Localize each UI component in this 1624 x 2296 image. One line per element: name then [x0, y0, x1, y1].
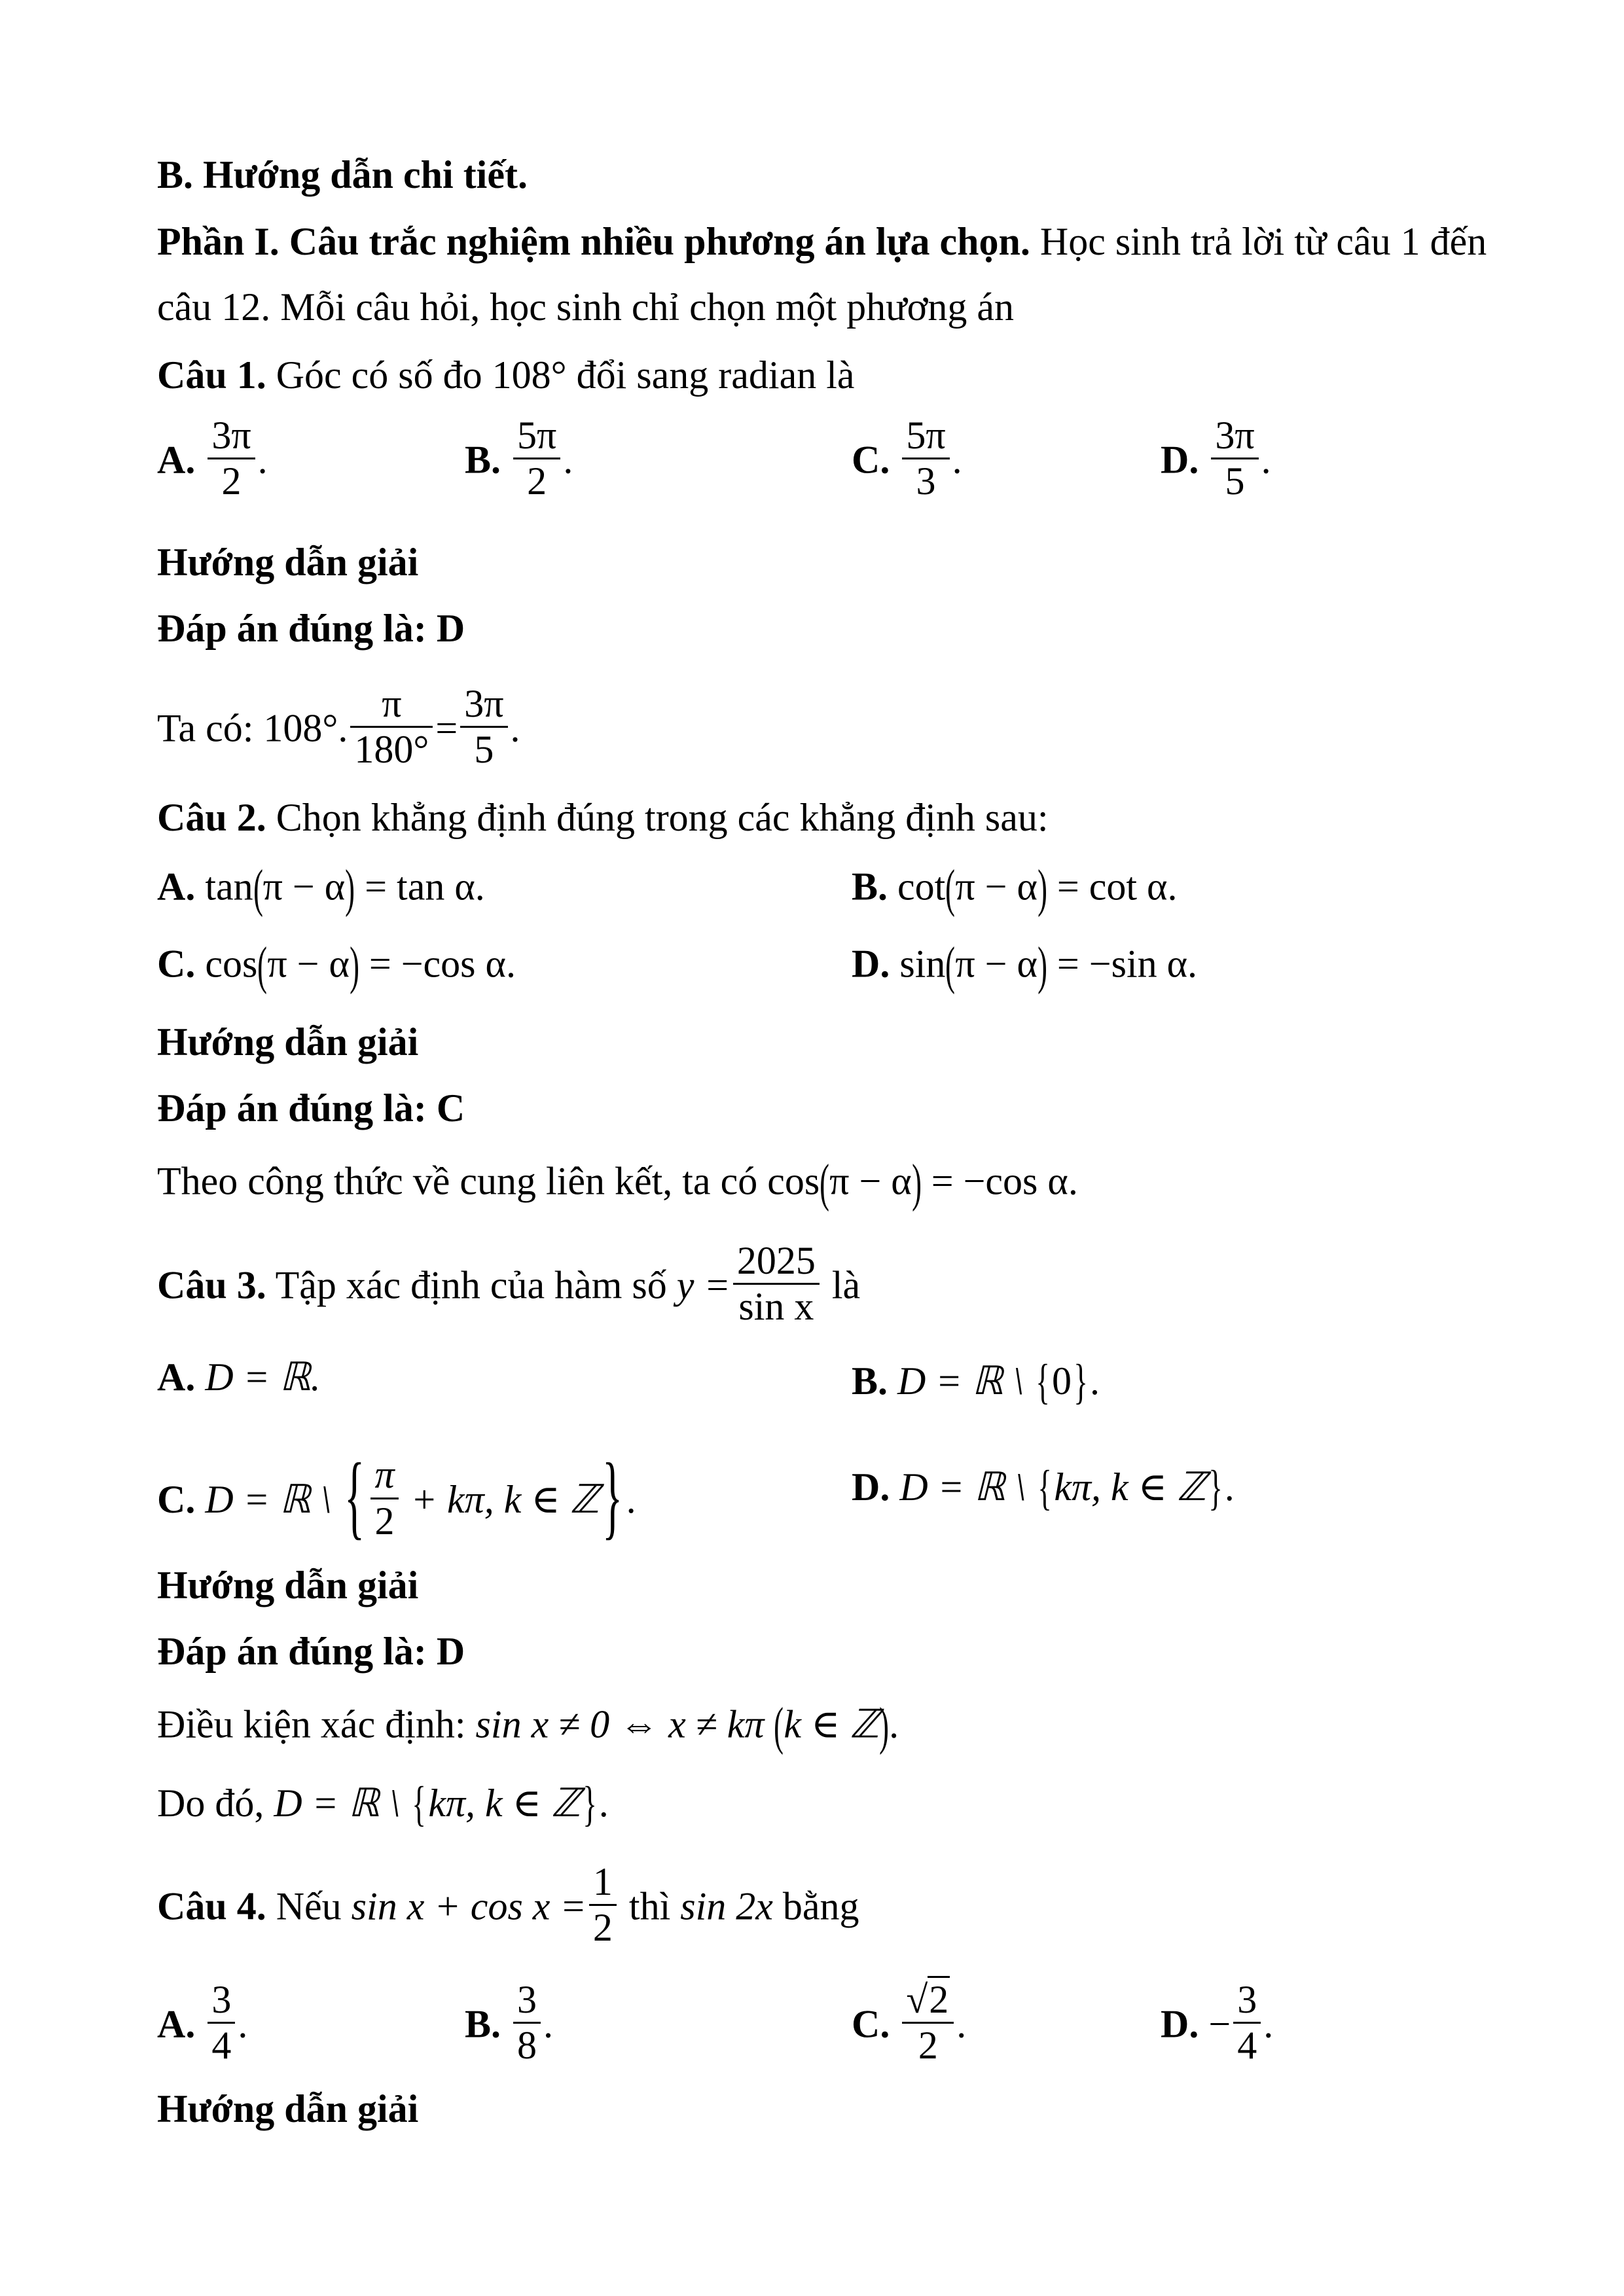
option-letter: A. [157, 2002, 196, 2046]
answer-line [157, 1632, 465, 1671]
punctuation: . [1090, 1359, 1100, 1403]
function-name: cos [205, 942, 258, 986]
fraction [208, 414, 255, 503]
option-d[interactable]: D. $\frac{3\pi}{5}$ . [1161, 414, 1271, 503]
fraction [350, 682, 433, 772]
solution-text: Theo công thức về cung liên kết, ta có cos(π − α) = −cos α. [157, 1153, 1078, 1212]
denominator: 8 [517, 2024, 537, 2068]
punctuation: . [1224, 1465, 1235, 1509]
question-text: Nếu [266, 1884, 352, 1928]
answer-prefix: Đáp án đúng là: [157, 607, 437, 650]
solution-line-2: Do đó, D = ℝ \ {kπ, k ∈ ℤ}. [157, 1777, 609, 1831]
part-instruction: Học sinh trả lời từ câu 1 đến [1030, 220, 1487, 263]
answer-line [157, 609, 465, 648]
denominator: 2 [374, 1499, 395, 1543]
sqrt-icon: √2 [906, 1978, 950, 2022]
argument: π − α [829, 1159, 912, 1203]
fraction [733, 1239, 820, 1329]
option-expression: D = ℝ \ [897, 1359, 1034, 1403]
fraction [208, 1978, 235, 2068]
numerator: 5π [513, 414, 560, 459]
fraction [589, 1860, 617, 1950]
option-letter: D. [852, 942, 890, 986]
question-label: Câu 2. [157, 796, 266, 839]
option-c[interactable]: C. D = ℝ \ { $\frac{\pi}{2}$ + kπ, k ∈ ℤ}. [157, 1444, 636, 1549]
fraction [370, 1453, 398, 1543]
section-title: B. Hướng dẫn chi tiết. [157, 153, 528, 196]
denominator: 4 [1237, 2024, 1257, 2068]
question-text: Góc có số đo 108° đổi sang radian là [266, 353, 855, 397]
numerator: π [350, 682, 433, 728]
set-content: 0 [1052, 1359, 1072, 1403]
math-expression: k ∈ ℤ [784, 1702, 880, 1746]
solution-prefix: Ta có: 108°. [157, 706, 348, 750]
denominator: 180° [354, 728, 429, 772]
radicand: 2 [928, 1976, 950, 2021]
option-letter: C. [852, 2002, 890, 2046]
numerator: 2025 [733, 1239, 820, 1285]
numerator [902, 1978, 954, 2024]
numerator: 3 [1233, 1978, 1261, 2024]
answer-line [157, 1088, 465, 1128]
math-expression: sin x ≠ 0 ⇔ x ≠ kπ [475, 1702, 774, 1746]
option-a[interactable]: A. $\frac{3\pi}{2}$ . [157, 414, 268, 503]
answer-value: C [436, 1086, 465, 1130]
solution-text: Do đó, [157, 1782, 274, 1825]
fraction [902, 414, 949, 503]
denominator: 2 [221, 459, 242, 503]
target-expression: sin 2x [680, 1884, 773, 1928]
function-lhs: y = [676, 1263, 731, 1307]
set-content: + kπ, k ∈ ℤ [401, 1477, 600, 1521]
option-letter: B. [465, 2002, 501, 2046]
option-expression: D = ℝ. [205, 1355, 321, 1399]
option-letter: D. [852, 1465, 890, 1509]
argument: π − α [267, 942, 350, 986]
option-c[interactable]: C. cos(π − α) = −cos α. [157, 936, 516, 995]
denominator: 2 [527, 459, 547, 503]
option-a[interactable] [157, 1357, 321, 1397]
denominator: 4 [211, 2024, 232, 2068]
argument: π − α [955, 865, 1038, 908]
fraction [460, 682, 507, 772]
denominator: sin x [738, 1285, 814, 1329]
option-expression: D = ℝ \ [205, 1477, 342, 1521]
part-instruction-cont: câu 12. Mỗi câu hỏi, học sinh chỉ chọn một phương án [157, 285, 1015, 329]
numerator: 5π [902, 414, 949, 459]
argument: π − α [262, 865, 346, 908]
numerator: 3π [208, 414, 255, 459]
question-1 [157, 355, 855, 395]
denominator: 5 [1225, 459, 1245, 503]
part-header [157, 222, 1487, 261]
answer-value: D [436, 607, 465, 650]
numerator: 3 [513, 1978, 541, 2024]
numerator: 1 [589, 1860, 617, 1906]
solution-text: Ta có: 108°. $\frac{\pi}{180^\circ}$ = $\frac{3\pi}{5}$ . [157, 682, 520, 772]
denominator: 2 [918, 2024, 938, 2068]
option-letter: A. [157, 865, 196, 908]
function-name: cos [767, 1159, 820, 1203]
option-expression: D = ℝ \ [899, 1465, 1036, 1509]
question-text: Tập xác định của hàm số [266, 1263, 677, 1307]
denominator: 2 [592, 1906, 613, 1950]
option-b[interactable]: B. D = ℝ \ {0}. [852, 1355, 1100, 1409]
numerator: 3π [1211, 414, 1258, 459]
solution-text: Điều kiện xác định: [157, 1702, 476, 1746]
numerator: 3 [208, 1978, 235, 2024]
punctuation: . [889, 1702, 899, 1746]
rhs: = −cos α. [359, 942, 516, 986]
option-a[interactable]: A. tan(π − α) = tan α. [157, 859, 485, 918]
denominator: 3 [916, 459, 936, 503]
condition-lhs: sin x + cos x = [351, 1884, 586, 1928]
option-letter: C. [852, 438, 890, 482]
option-b[interactable]: B. cot(π − α) = cot α. [852, 859, 1178, 918]
function-name: sin [899, 942, 946, 986]
rhs: = −cos α. [921, 1159, 1078, 1203]
answer-prefix: Đáp án đúng là: [157, 1630, 437, 1673]
question-4 [157, 1860, 859, 1955]
option-letter: C. [157, 1477, 196, 1521]
solution-heading: Hướng dẫn giải [157, 541, 419, 584]
equals: = [435, 706, 458, 750]
sign: − [1208, 2002, 1231, 2046]
fraction [1211, 414, 1258, 503]
option-letter: D. [1161, 2002, 1199, 2046]
rhs: = tan α. [355, 865, 485, 908]
answer-prefix: Đáp án đúng là: [157, 1086, 437, 1130]
fraction [513, 414, 560, 503]
question-text-after: thì [619, 1884, 681, 1928]
fraction [902, 1978, 954, 2068]
question-label: Câu 3. [157, 1263, 266, 1307]
question-text-after: là [821, 1263, 861, 1307]
numerator: π [370, 1453, 398, 1499]
fraction [1233, 1978, 1261, 2068]
option-c[interactable]: C. $\frac{5\pi}{3}$ . [852, 414, 962, 503]
answer-value: D [436, 1630, 465, 1673]
question-2 [157, 798, 1049, 837]
solution-heading: Hướng dẫn giải [157, 1564, 419, 1607]
option-c[interactable]: C. $\frac{√2}{2}$ . [852, 1983, 966, 2073]
option-letter: B. [465, 438, 501, 482]
question-text: Chọn khẳng định đúng trong các khẳng định sau: [266, 796, 1049, 839]
option-letter: A. [157, 438, 196, 482]
math-expression: D = ℝ \ [274, 1782, 410, 1825]
option-d[interactable]: D. − $\frac{3}{4}$ . [1161, 1978, 1274, 2068]
option-a[interactable]: A. $\frac{3}{4}$ . [157, 1978, 248, 2068]
set-content: kπ, k ∈ ℤ [428, 1782, 581, 1825]
question-label: Câu 1. [157, 353, 266, 397]
solution-heading: Hướng dẫn giải [157, 2087, 419, 2130]
option-letter: B. [852, 865, 888, 908]
argument: π − α [955, 942, 1038, 986]
punctuation: . [626, 1477, 636, 1521]
part-title: Phần I. Câu trắc nghiệm nhiều phương án lựa chọn. [157, 220, 1030, 263]
solution-prefix: Theo công thức về cung liên kết, ta có [157, 1159, 768, 1203]
question-text-end: bằng [772, 1884, 859, 1928]
denominator: 5 [474, 728, 494, 772]
rhs: = −sin α. [1047, 942, 1198, 986]
option-b[interactable]: B. $\frac{3}{8}$ . [465, 1978, 554, 2068]
fraction [513, 1978, 541, 2068]
option-d[interactable]: D. sin(π − α) = −sin α. [852, 936, 1198, 995]
option-letter: C. [157, 942, 196, 986]
question-3 [157, 1239, 861, 1334]
option-letter: A. [157, 1355, 196, 1399]
option-d[interactable]: D. D = ℝ \ {kπ, k ∈ ℤ}. [852, 1461, 1235, 1515]
option-letter: D. [1161, 438, 1199, 482]
function-name: tan [205, 865, 253, 908]
solution-line-1: Điều kiện xác định: sin x ≠ 0 ⇔ x ≠ kπ (k ∈ ℤ). [157, 1696, 899, 1755]
rhs: = cot α. [1047, 865, 1178, 908]
option-letter: B. [852, 1359, 888, 1403]
set-content: kπ, k ∈ ℤ [1054, 1465, 1206, 1509]
option-b[interactable]: B. $\frac{5\pi}{2}$ . [465, 414, 573, 503]
function-name: cot [897, 865, 946, 908]
solution-heading: Hướng dẫn giải [157, 1020, 419, 1064]
question-label: Câu 4. [157, 1884, 266, 1928]
numerator: 3π [460, 682, 507, 728]
punctuation: . [598, 1782, 609, 1825]
